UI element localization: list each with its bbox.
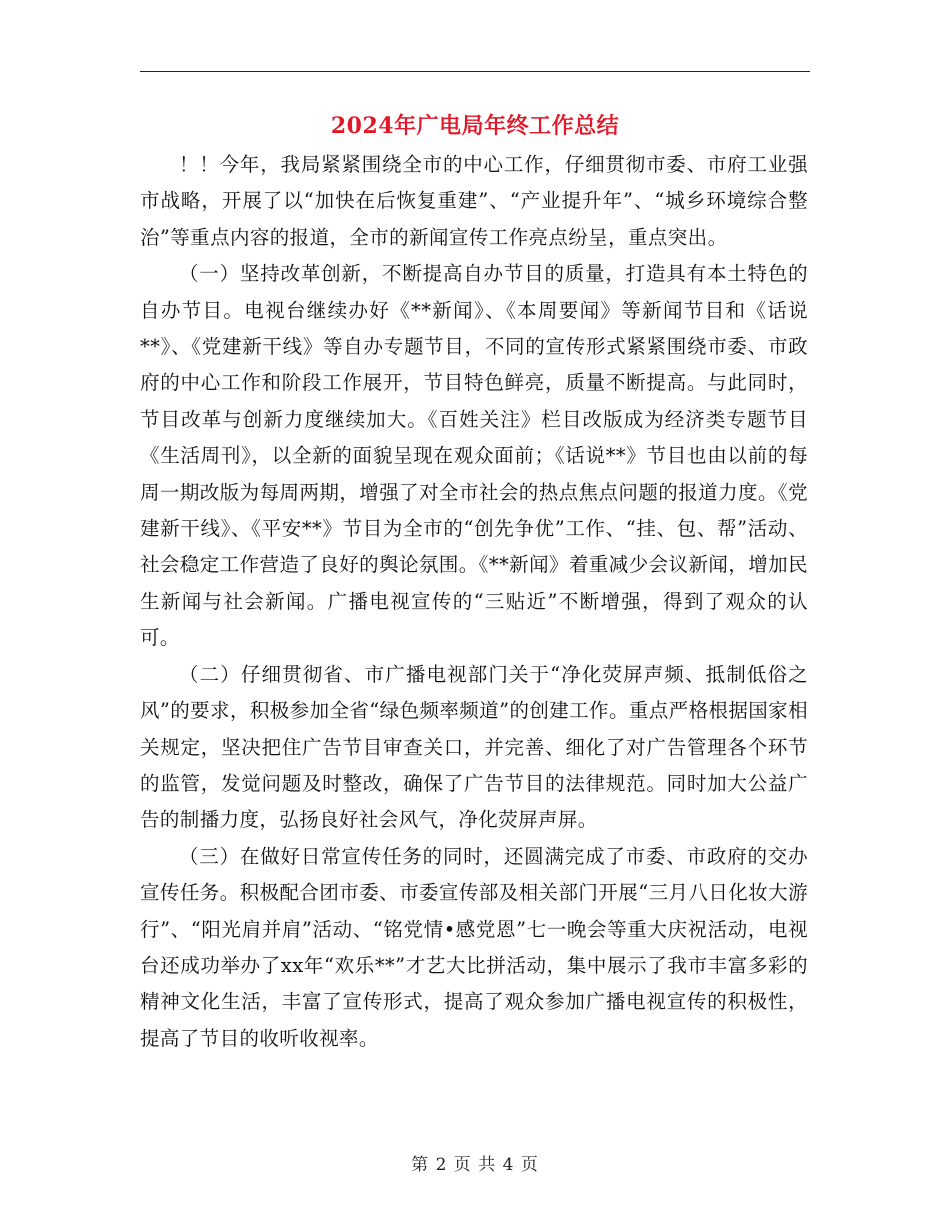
- document-title: 2024年广电局年终工作总结: [330, 113, 620, 139]
- paragraph-section-1: （一）坚持改革创新，不断提高自办节目的质量，打造具有本土特色的自办节目。电视台继续办好《**新闻》、《本周要闻》等新闻节目和《话说**》、《党建新干线》等自办专题节目，不同的宣传形式紧紧围绕市委、市政府的中心工作和阶段工作展开，节目特色鲜亮，质量不断提高。与此同时，节目改革与创新力度继续加大。《百姓关注》栏目改版成为经济类专题节目《生活周刊》，以全新的面貌呈现在观众面前；《话说**》节目也由以前的每周一期改版为每周两期，增强了对全市社会的热点焦点问题的报道力度。《党建新干线》、《平安**》节目为全市的“创先争优”工作、“挂、包、帮”活动、社会稳定工作营造了良好的舆论氛围。《**新闻》着重减少会议新闻，增加民生新闻与社会新闻。广播电视宣传的“三贴近”不断增强，得到了观众的认可。: [140, 262, 808, 650]
- header-rule: [140, 71, 810, 72]
- document-body: [140, 147, 808, 1057]
- paragraph-intro: ！！今年，我局紧紧围绕全市的中心工作，仔细贯彻市委、市府工业强市战略，开展了以“加快在后恢复重建”、“产业提升年”、“城乡环境综合整治”等重点内容的报道，全市的新闻宣传工作亮点纷呈，重点突出。: [140, 153, 808, 249]
- paragraph-section-2: （二）仔细贯彻省、市广播电视部门关于“净化荧屏声频、抵制低俗之风”的要求，积极参加全省“绿色频率频道”的创建工作。重点严格根据国家相关规定，坚决把住广告节目审查关口，并完善、细化了对广告管理各个环节的监管，发觉问题及时整改，确保了广告节目的法律规范。同时加大公益广告的制播力度，弘扬良好社会风气，净化荧屏声屏。: [140, 662, 808, 832]
- paragraph-section-3: （三）在做好日常宣传任务的同时，还圆满完成了市委、市政府的交办宣传任务。积极配合团市委、市委宣传部及相关部门开展“三月八日化妆大游行”、“阳光肩并肩”活动、“铭党情•感党恩”七一晚会等重大庆祝活动，电视台还成功举办了xx年“欢乐**”才艺大比拼活动，集中展示了我市丰富多彩的精神文化生活，丰富了宣传形式，提高了观众参加广播电视宣传的积极性，提高了节目的收听收视率。: [140, 844, 808, 1050]
- page-number-footer: 第 2 页 共 4 页: [411, 1155, 539, 1175]
